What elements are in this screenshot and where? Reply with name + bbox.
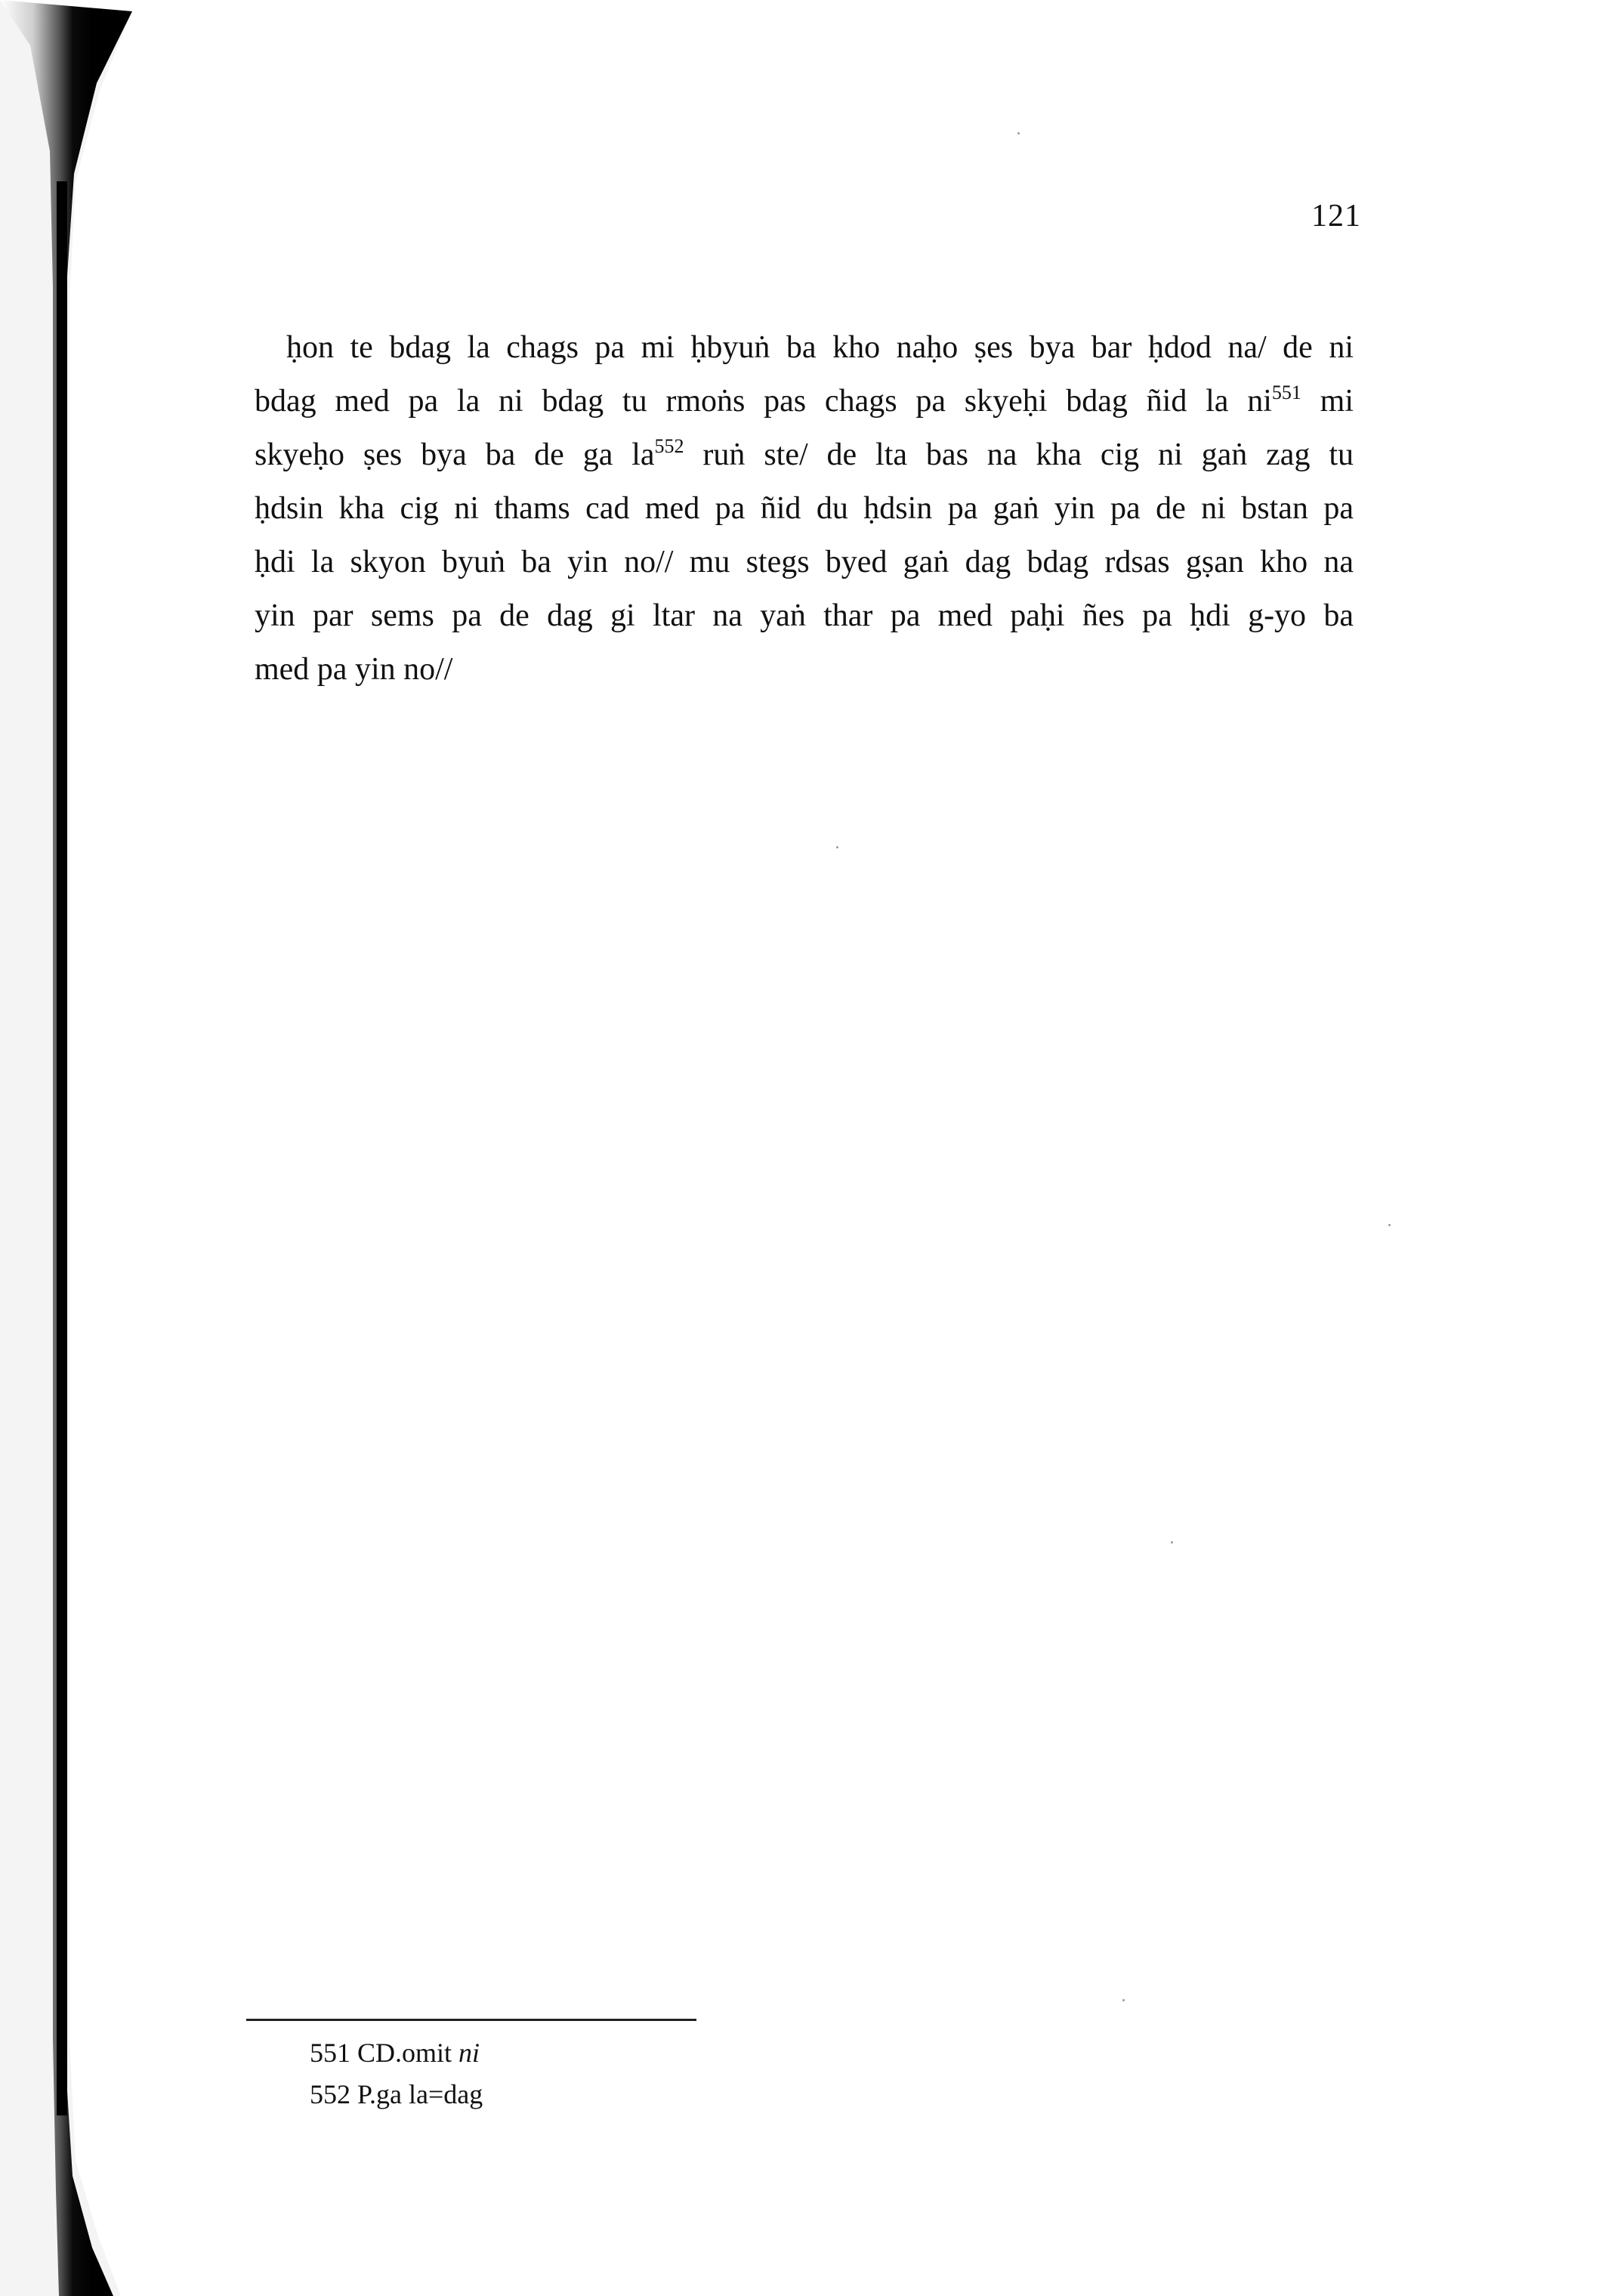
scan-speck [836,846,838,848]
footnote-text: CD.omit [357,2038,459,2068]
body-text-segment: ḥdi la skyon byuṅ ba yin no// mu stegs byed gaṅ dag bdag rdsas gṣan kho na [255,545,1354,579]
body-text-segment: ḥdsin kha cig ni thams cad med pa ñid du ḥdsin pa gaṅ yin pa de ni bstan pa [255,491,1354,526]
body-text-segment: skyeḥo ṣes bya ba de ga la [255,437,655,472]
body-text-segment: bdag med pa la ni bdag tu rmoṅs pas chags pa skyeḥi bdag ñid la ni [255,384,1272,419]
footnote [310,2074,483,2115]
body-text [255,321,1354,697]
body-line [255,536,1354,589]
body-line [255,589,1354,643]
footnotes [310,2032,483,2115]
scan-speck [1017,132,1020,134]
book-spine-shadow [0,0,132,2296]
footnote-italic-term: ni [458,2038,480,2068]
footnote [310,2032,483,2074]
body-text-segment: med pa yin no// [255,652,453,687]
body-text-segment: ruṅ ste/ de lta bas na kha cig ni gaṅ zag tu [684,437,1354,472]
footnote-marker: 552 [654,435,684,457]
body-text-segment: yin par sems pa de dag gi ltar na yaṅ thar pa med paḥi ñes pa ḥdi g-yo ba [255,598,1354,633]
body-line [255,482,1354,536]
page-number: 121 [1311,199,1361,233]
footnote-number: 552 [310,2079,350,2109]
footnote-text: P.ga la=dag [357,2079,483,2109]
body-line [255,321,1354,375]
body-line [255,375,1354,428]
body-line [255,643,1354,697]
footnote-number: 551 [310,2038,350,2068]
body-line [255,428,1354,482]
scan-speck [1388,1224,1391,1226]
footnote-marker: 551 [1271,382,1301,403]
scan-speck [1171,1541,1173,1544]
body-text-segment: ḥon te bdag la chags pa mi ḥbyuṅ ba kho naḥo ṣes bya bar ḥdod na/ de ni [286,330,1354,365]
body-text-segment: mi [1301,384,1354,419]
scan-speck [1122,1999,1125,2001]
footnote-divider [246,2019,696,2021]
